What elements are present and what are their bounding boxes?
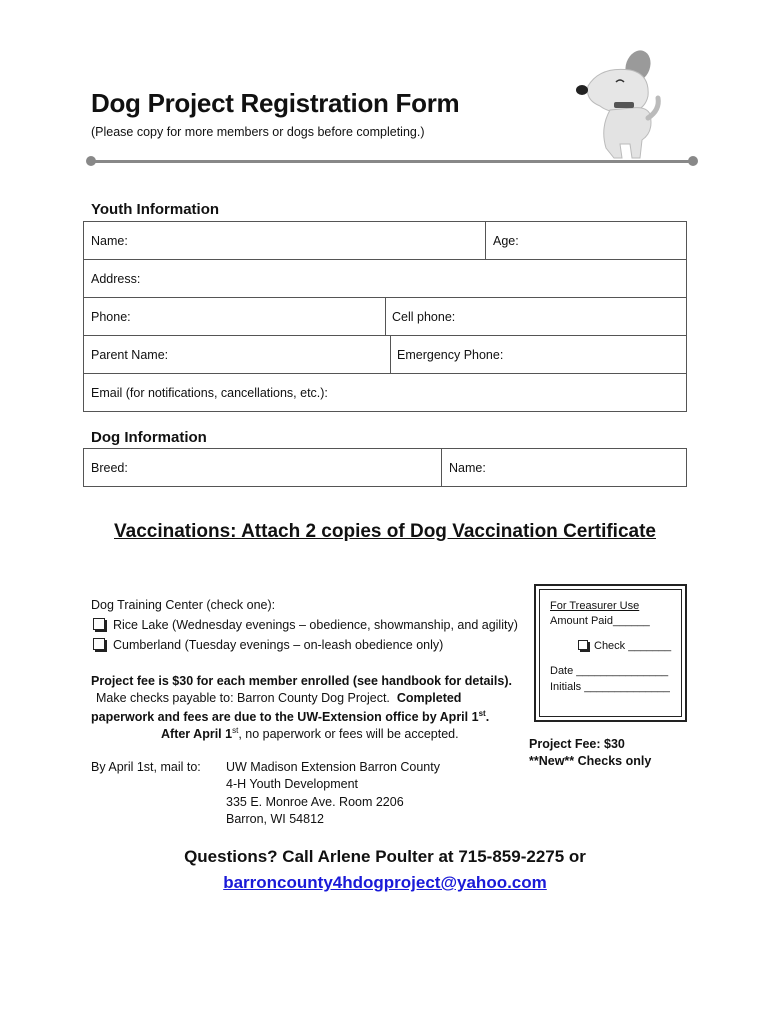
training-option-cumberland[interactable]: Cumberland (Tuesday evenings – on-leash obedience only) bbox=[93, 638, 443, 652]
mail-address-line-2: 4-H Youth Development bbox=[226, 777, 359, 791]
mail-address-line-1: UW Madison Extension Barron County bbox=[226, 760, 440, 774]
fee-line-2: Make checks payable to: Barron County Dog Project. Completed bbox=[96, 691, 462, 705]
training-option-rice-lake[interactable]: Rice Lake (Wednesday evenings – obedience, showmanship, and agility) bbox=[93, 618, 518, 632]
treasurer-date[interactable]: Date _______________ bbox=[550, 665, 669, 677]
youth-cell-field[interactable]: Cell phone: bbox=[392, 310, 456, 324]
mail-label: By April 1st, mail to: bbox=[91, 760, 201, 774]
page-title: Dog Project Registration Form bbox=[91, 88, 460, 118]
checkbox-icon[interactable] bbox=[93, 638, 105, 650]
parent-name-field[interactable]: Parent Name: bbox=[91, 348, 169, 362]
header-divider bbox=[91, 160, 693, 163]
dog-section-heading: Dog Information bbox=[91, 429, 207, 446]
dog-illustration-icon bbox=[570, 48, 665, 163]
page-subtitle: (Please copy for more members or dogs before completing.) bbox=[91, 125, 425, 139]
treasurer-box bbox=[534, 584, 687, 722]
youth-phone-field[interactable]: Phone: bbox=[91, 310, 131, 324]
questions-contact: Questions? Call Arlene Poulter at 715-859-2275 or bbox=[184, 847, 586, 866]
emergency-phone-field[interactable]: Emergency Phone: bbox=[397, 348, 504, 362]
mail-address-line-3: 335 E. Monroe Ave. Room 2206 bbox=[226, 795, 404, 809]
youth-address-field[interactable]: Address: bbox=[91, 272, 141, 286]
treasurer-amount-paid[interactable]: Amount Paid______ bbox=[550, 615, 650, 627]
vaccinations-heading: Vaccinations: Attach 2 copies of Dog Vaccination Certificate bbox=[114, 521, 656, 542]
fee-line-1: Project fee is $30 for each member enrolled (see handbook for details). bbox=[91, 674, 512, 688]
treasurer-initials[interactable]: Initials ______________ bbox=[550, 681, 670, 693]
treasurer-check[interactable]: Check _______ bbox=[578, 640, 671, 652]
project-fee-note: Project Fee: $30 bbox=[529, 737, 625, 751]
youth-name-field[interactable]: Name: bbox=[91, 234, 128, 248]
dog-breed-field[interactable]: Breed: bbox=[91, 461, 128, 475]
divider-end-dot-left bbox=[86, 156, 96, 166]
youth-age-field[interactable]: Age: bbox=[493, 234, 519, 248]
contact-email-link[interactable]: barroncounty4hdogproject@yahoo.com bbox=[223, 873, 547, 892]
checks-only-note: **New** Checks only bbox=[529, 754, 652, 768]
dog-name-field[interactable]: Name: bbox=[449, 461, 486, 475]
checkbox-icon[interactable] bbox=[93, 618, 105, 630]
treasurer-heading: For Treasurer Use bbox=[550, 600, 640, 612]
mail-address-line-4: Barron, WI 54812 bbox=[226, 812, 324, 826]
checkbox-icon[interactable] bbox=[578, 640, 588, 650]
youth-section-heading: Youth Information bbox=[91, 201, 220, 218]
fee-line-3: paperwork and fees are due to the UW-Extension office by April 1st. bbox=[91, 709, 490, 725]
training-heading: Dog Training Center (check one): bbox=[91, 598, 276, 612]
email-field[interactable]: Email (for notifications, cancellations, etc.): bbox=[91, 386, 328, 400]
divider-end-dot-right bbox=[688, 156, 698, 166]
fee-line-4: After April 1st, no paperwork or fees will be accepted. bbox=[161, 726, 459, 742]
dog-info-table bbox=[83, 448, 687, 487]
